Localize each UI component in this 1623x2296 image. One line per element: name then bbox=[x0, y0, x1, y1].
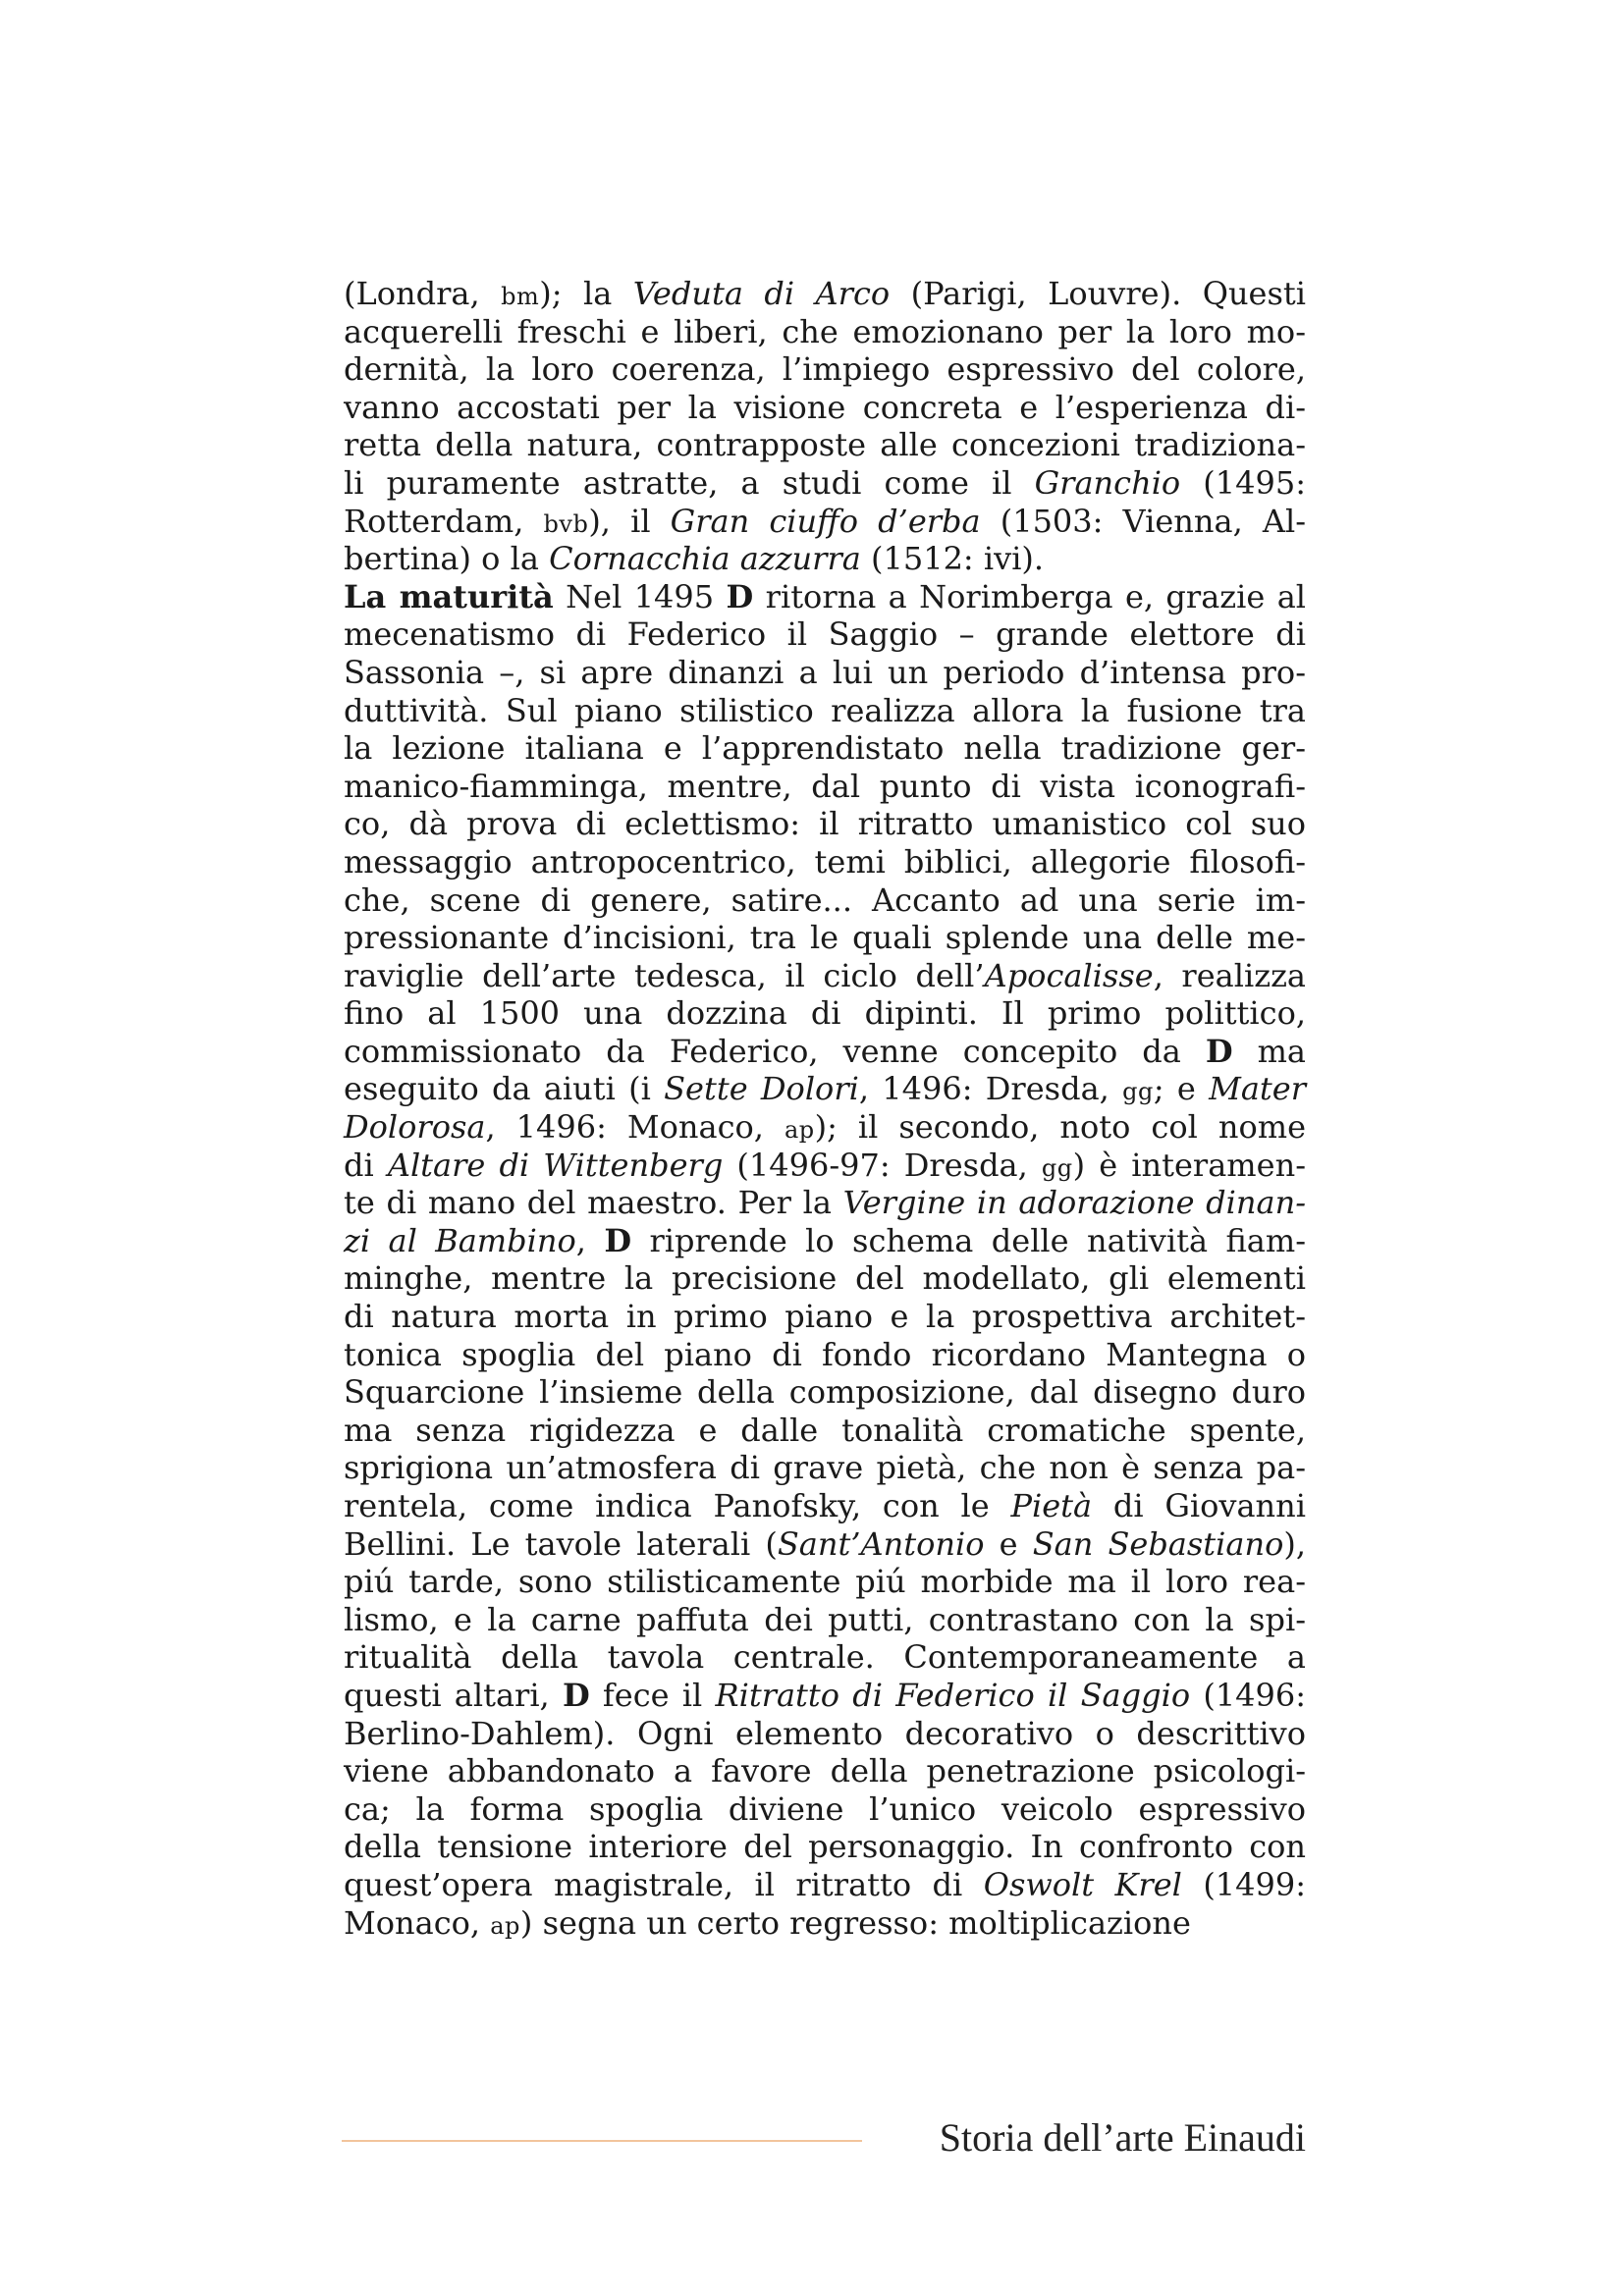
text-run: eseguito da aiuti (i bbox=[344, 1070, 665, 1108]
text-run: quest’opera magistrale, il ritratto di bbox=[344, 1865, 984, 1903]
abbreviation: ap bbox=[490, 1911, 520, 1940]
text-run: Squarcione l’insieme della composizione, dal disegno duro bbox=[344, 1373, 1306, 1412]
text-run: ma bbox=[1232, 1032, 1307, 1070]
italic-title: Sette Dolori bbox=[664, 1070, 859, 1108]
text-run: ); il secondo, noto col nome bbox=[814, 1108, 1307, 1147]
footer-rule bbox=[342, 2140, 862, 2142]
italic-title: zi al Bambino bbox=[344, 1221, 576, 1259]
text-run: Berlino-Dahlem). Ogni elemento decorativo o descrittivo bbox=[344, 1714, 1306, 1752]
abbreviation: bvb bbox=[543, 509, 589, 538]
text-run: pressionante d’incisioni, tra le quali splende una delle me- bbox=[344, 919, 1306, 957]
text-line bbox=[344, 313, 1306, 351]
text-line bbox=[344, 1033, 1306, 1071]
text-line bbox=[344, 426, 1306, 464]
text-line bbox=[344, 350, 1306, 389]
text-line bbox=[344, 843, 1306, 881]
text-run: , 1496: Dresda, bbox=[858, 1070, 1123, 1108]
text-line bbox=[344, 1790, 1306, 1829]
text-run: , 1496: Monaco, bbox=[485, 1108, 784, 1147]
text-line bbox=[344, 578, 1306, 616]
text-line bbox=[344, 389, 1306, 427]
text-run: (1499: bbox=[1181, 1865, 1307, 1903]
text-run: ritualità della tavola centrale. Contemporaneamente a bbox=[344, 1638, 1306, 1677]
text-run: minghe, mentre la precisione del modellato, gli elementi bbox=[344, 1259, 1306, 1298]
text-run: Bellini. Le tavole laterali ( bbox=[344, 1524, 778, 1563]
text-run: mecenatismo di Federico il Saggio – grande elettore di bbox=[344, 615, 1306, 654]
italic-title: Cornacchia azzurra bbox=[549, 540, 861, 578]
text-run: li puramente astratte, a studi come il bbox=[344, 463, 1035, 502]
text-run: Sassonia –, si apre dinanzi a lui un periodo d’intensa pro- bbox=[344, 653, 1306, 691]
text-run: co, dà prova di eclettismo: il ritratto umanistico col suo bbox=[344, 805, 1306, 843]
bold-text: D bbox=[1205, 1032, 1233, 1070]
text-run: vanno accostati per la visione concreta e l’esperienza di- bbox=[344, 388, 1306, 426]
text-run: (1512: ivi). bbox=[860, 540, 1045, 578]
text-run: di bbox=[344, 1146, 388, 1184]
text-line bbox=[344, 1828, 1306, 1866]
text-run: (1495: bbox=[1180, 463, 1307, 502]
text-run: acquerelli freschi e liberi, che emozionano per la loro mo- bbox=[344, 312, 1306, 350]
text-run: Rotterdam, bbox=[344, 502, 544, 540]
italic-title: Apocalisse bbox=[984, 956, 1154, 994]
text-run: piú tarde, sono stilisticamente piú morbide ma il loro rea- bbox=[344, 1563, 1306, 1601]
text-run: ritorna a Norimberga e, grazie al bbox=[753, 577, 1307, 615]
text-run: di natura morta in primo piano e la prospettiva architet- bbox=[344, 1298, 1306, 1336]
text-run: messaggio antropocentrico, temi biblici, allegorie filosofi- bbox=[344, 842, 1306, 881]
text-line bbox=[344, 805, 1306, 843]
text-line bbox=[344, 919, 1306, 957]
body-text bbox=[344, 275, 1306, 1942]
text-line bbox=[344, 1373, 1306, 1412]
text-run: riprende lo schema delle natività fiam- bbox=[631, 1221, 1307, 1259]
text-line bbox=[344, 957, 1306, 995]
text-line bbox=[344, 1525, 1306, 1564]
text-run: (1503: Vienna, Al- bbox=[980, 502, 1307, 540]
italic-title: Ritratto di Federico il Saggio bbox=[715, 1676, 1191, 1714]
text-line bbox=[344, 1070, 1306, 1108]
text-line bbox=[344, 1147, 1306, 1185]
text-run: Nel 1495 bbox=[553, 577, 727, 615]
text-run: ma senza rigidezza e dalle tonalità cromatiche spente, bbox=[344, 1411, 1306, 1449]
text-line bbox=[344, 1487, 1306, 1525]
text-run: duttività. Sul piano stilistico realizza allora la fusione tra bbox=[344, 691, 1306, 729]
text-run: (1496-97: Dresda, bbox=[723, 1146, 1042, 1184]
text-run: (1496: bbox=[1190, 1676, 1307, 1714]
text-line bbox=[344, 1866, 1306, 1904]
text-line bbox=[344, 1638, 1306, 1677]
text-run: questi altari, bbox=[344, 1676, 563, 1714]
abbreviation: gg bbox=[1122, 1078, 1154, 1106]
text-run: retta della natura, contrapposte alle concezioni tradiziona- bbox=[344, 426, 1306, 464]
italic-title: San Sebastiano bbox=[1032, 1524, 1284, 1563]
text-run: , realizza bbox=[1153, 956, 1307, 994]
text-run: bertina) o la bbox=[344, 540, 550, 578]
text-run: ) segna un certo regresso: moltiplicazione bbox=[519, 1903, 1191, 1942]
text-run: ) è interamen- bbox=[1072, 1146, 1307, 1184]
text-line bbox=[344, 540, 1306, 578]
text-line bbox=[344, 503, 1306, 541]
abbreviation: gg bbox=[1041, 1153, 1073, 1182]
italic-title: Granchio bbox=[1034, 463, 1181, 502]
abbreviation: bm bbox=[501, 283, 540, 310]
text-run: te di mano del maestro. Per la bbox=[344, 1184, 843, 1222]
text-line bbox=[344, 768, 1306, 806]
abbreviation: ap bbox=[784, 1116, 815, 1145]
text-run: ; e bbox=[1153, 1070, 1210, 1108]
text-run: fece il bbox=[589, 1676, 716, 1714]
text-line bbox=[344, 275, 1306, 313]
text-run: ), il bbox=[588, 502, 671, 540]
text-run: ca; la forma spoglia diviene l’unico veicolo espressivo bbox=[344, 1789, 1306, 1828]
text-line bbox=[344, 1259, 1306, 1298]
text-line bbox=[344, 1336, 1306, 1374]
text-line bbox=[344, 1184, 1306, 1222]
bold-text: D bbox=[604, 1221, 632, 1259]
italic-title: Altare di Wittenberg bbox=[387, 1146, 724, 1184]
text-line bbox=[344, 692, 1306, 730]
bold-text: D bbox=[726, 577, 754, 615]
italic-title: Veduta di Arco bbox=[632, 275, 891, 312]
text-run: fino al 1500 una dozzina di dipinti. Il primo polittico, bbox=[344, 994, 1306, 1033]
text-line bbox=[344, 1563, 1306, 1601]
text-run: che, scene di genere, satire... Accanto ad una serie im- bbox=[344, 881, 1306, 919]
text-line bbox=[344, 729, 1306, 768]
text-run: lismo, e la carne paffuta dei putti, contrastano con la spi- bbox=[344, 1600, 1306, 1638]
text-run: la lezione italiana e l’apprendistato nella tradizione ger- bbox=[344, 729, 1306, 768]
text-line bbox=[344, 1222, 1306, 1260]
text-line bbox=[344, 654, 1306, 692]
text-line bbox=[344, 615, 1306, 654]
text-line bbox=[344, 1715, 1306, 1753]
text-run: manico-fiamminga, mentre, dal punto di vista iconografi- bbox=[344, 767, 1306, 805]
page-footer bbox=[342, 2109, 1306, 2167]
bold-text: D bbox=[562, 1676, 590, 1714]
text-run: e bbox=[984, 1524, 1033, 1563]
text-run: ); la bbox=[539, 275, 633, 312]
text-run: tonica spoglia del piano di fondo ricordano Mantegna o bbox=[344, 1335, 1306, 1373]
text-line bbox=[344, 1298, 1306, 1336]
text-line bbox=[344, 1752, 1306, 1790]
text-run: commissionato da Federico, venne concepito da bbox=[344, 1032, 1206, 1070]
text-run: , bbox=[575, 1221, 605, 1259]
text-line bbox=[344, 1412, 1306, 1450]
text-run: (Londra, bbox=[344, 275, 502, 312]
text-run: dernità, la loro coerenza, l’impiego espressivo del colore, bbox=[344, 350, 1306, 389]
text-line bbox=[344, 1108, 1306, 1147]
text-run: (Parigi, Louvre). Questi bbox=[890, 275, 1307, 312]
text-run: rentela, come indica Panofsky, con le bbox=[344, 1487, 1011, 1524]
text-line bbox=[344, 1677, 1306, 1715]
italic-title: Oswolt Krel bbox=[983, 1865, 1182, 1903]
text-run: della tensione interiore del personaggio. In confronto con bbox=[344, 1828, 1306, 1866]
italic-title: Gran ciuffo d’erba bbox=[670, 502, 981, 540]
italic-title: Dolorosa bbox=[344, 1108, 486, 1147]
italic-title: Mater bbox=[1209, 1070, 1306, 1108]
text-run: di Giovanni bbox=[1092, 1487, 1307, 1524]
footer-publisher-label: Storia dell’arte Einaudi bbox=[939, 2115, 1306, 2160]
text-run: raviglie dell’arte tedesca, il ciclo dell’ bbox=[344, 956, 985, 994]
text-line bbox=[344, 1601, 1306, 1639]
text-line bbox=[344, 464, 1306, 503]
italic-title: Sant’Antonio bbox=[777, 1524, 985, 1563]
text-line bbox=[344, 1904, 1306, 1943]
text-line bbox=[344, 994, 1306, 1033]
text-line bbox=[344, 1449, 1306, 1487]
text-line bbox=[344, 881, 1306, 920]
text-run: sprigiona un’atmosfera di grave pietà, che non è senza pa- bbox=[344, 1449, 1306, 1487]
bold-text: La maturità bbox=[344, 577, 554, 615]
italic-title: Vergine in adorazione dinan- bbox=[842, 1184, 1307, 1222]
text-run: Monaco, bbox=[344, 1903, 491, 1942]
text-run: ), bbox=[1283, 1524, 1307, 1563]
text-run: viene abbandonato a favore della penetrazione psicologi- bbox=[344, 1752, 1306, 1790]
italic-title: Pietà bbox=[1010, 1487, 1093, 1524]
